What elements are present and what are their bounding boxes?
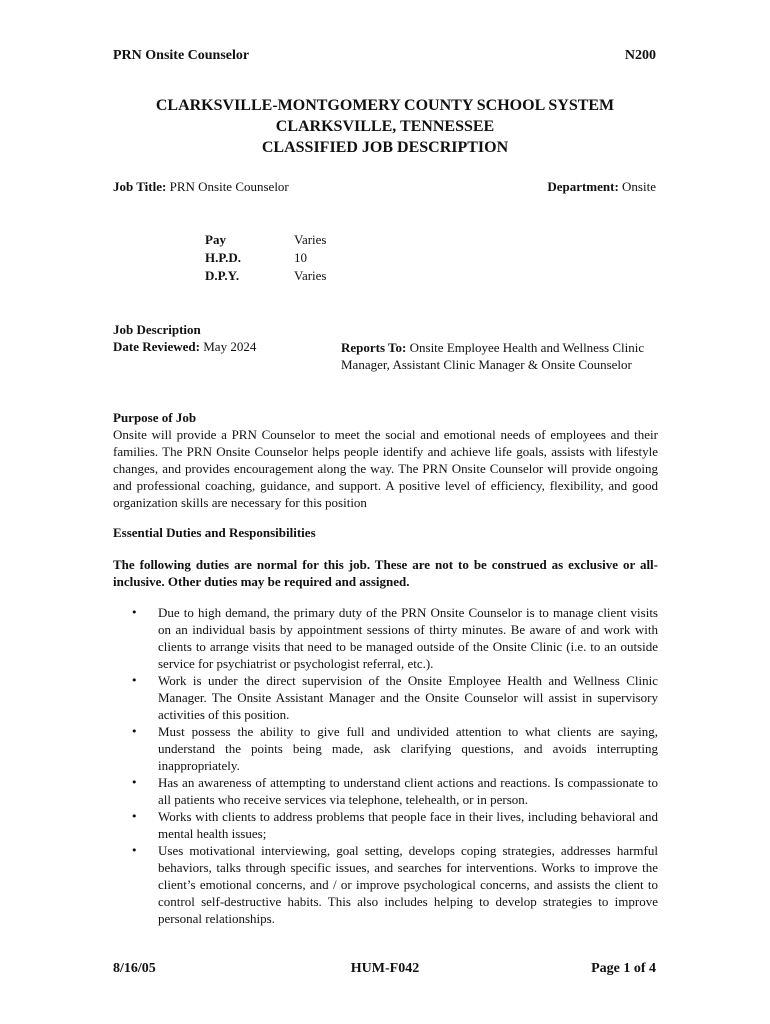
bullet-icon: • — [131, 606, 138, 619]
duty-text: Work is under the direct supervision of the Onsite Employee Health and Wellness Clinic Manager. The Onsite Assistant Manager and the Onsite Counselor will assist in supervisory activities of this position. — [158, 673, 658, 722]
duty-text: Must possess the ability to give full and undivided attention to what clients are saying, understand the points being made, ask clarifying questions, and avoids interrupting inappropriately. — [158, 724, 658, 773]
department-label: Department: — [547, 179, 619, 194]
duties-list — [113, 604, 658, 927]
list-item — [113, 604, 658, 672]
bullet-icon: • — [131, 725, 138, 738]
dpy-value: Varies — [294, 268, 327, 283]
bullet-icon: • — [131, 674, 138, 687]
essential-duties-heading: Essential Duties and Responsibilities — [113, 525, 316, 540]
pay-row — [205, 231, 327, 249]
footer-page-number: Page 1 of 4 — [591, 961, 656, 976]
department-line — [547, 178, 656, 195]
job-description-block — [113, 321, 256, 355]
reports-to — [341, 339, 661, 373]
duty-text: Due to high demand, the primary duty of the PRN Onsite Counselor is to manage client visits on an individual basis by appointment sessions of thirty minutes. Be aware of and work with clients to arrange visits that need to be managed outside of the Onsite Clinic (i.e. to an outside service for psychiatrist or psychologist referral, etc.). — [158, 605, 658, 671]
title-line-1: CLARKSVILLE-MONTGOMERY COUNTY SCHOOL SYSTEM — [155, 97, 615, 114]
date-reviewed-value: May 2024 — [203, 339, 257, 354]
hpd-row — [205, 249, 327, 267]
title-line-2: CLARKSVILLE, TENNESSEE — [275, 118, 495, 135]
header-left: PRN Onsite Counselor — [113, 48, 250, 63]
footer-date: 8/16/05 — [113, 961, 156, 976]
department-value: Onsite — [622, 179, 656, 194]
list-item — [113, 723, 658, 774]
list-item — [113, 808, 658, 842]
bullet-icon: • — [131, 810, 138, 823]
date-reviewed-line — [113, 338, 256, 355]
hpd-value: 10 — [294, 250, 307, 265]
list-item — [113, 672, 658, 723]
reports-to-value: Onsite Employee Health and Wellness Clinic Manager, Assistant Clinic Manager & Onsite Counselor — [341, 340, 645, 372]
job-title-value: PRN Onsite Counselor — [169, 179, 289, 194]
footer-form-code: HUM-F042 — [350, 961, 420, 976]
reports-to-label: Reports To: — [341, 340, 407, 355]
pay-label: Pay — [205, 232, 226, 247]
title-line-3: CLASSIFIED JOB DESCRIPTION — [261, 139, 509, 156]
list-item — [113, 774, 658, 808]
duties-note: The following duties are normal for this job. These are not to be construed as exclusive or all-inclusive. Other duties may be required and assigned. — [113, 557, 658, 589]
duty-text: Uses motivational interviewing, goal setting, develops coping strategies, addresses harmful behaviors, talks through specific issues, and searches for interventions. Works to improve the client’s emotional concerns, and / or improve psychological concerns, and assists the client to control self-destructive habits. This also includes helping to develop strategies to improve personal relationships. — [158, 843, 658, 926]
pay-table — [205, 231, 327, 285]
job-description-heading: Job Description — [113, 322, 201, 337]
duty-text: Works with clients to address problems that people face in their lives, including behavioral and mental health issues; — [158, 809, 658, 841]
job-title-label: Job Title: — [113, 179, 167, 194]
header-right: N200 — [624, 48, 656, 63]
dpy-row — [205, 267, 327, 285]
dpy-label: D.P.Y. — [205, 268, 240, 283]
bullet-icon: • — [131, 844, 138, 857]
purpose-heading: Purpose of Job — [113, 410, 197, 425]
hpd-label: H.P.D. — [205, 250, 241, 265]
purpose-text: Onsite will provide a PRN Counselor to meet the social and emotional needs of employees and their families. The PRN Onsite Counselor helps people identify and achieve life goals, assists with lifestyle changes, and provides encouragement along the way. The PRN Onsite Counselor will provide ongoing and professional coaching, guidance, and support. A positive level of efficiency, flexibility, and good organization skills are necessary for this position — [113, 427, 658, 510]
job-title-line — [113, 178, 289, 195]
duty-text: Has an awareness of attempting to understand client actions and reactions. Is compassionate to all patients who receive services via telephone, telehealth, or in person. — [158, 775, 658, 807]
bullet-icon: • — [131, 776, 138, 789]
list-item — [113, 842, 658, 927]
date-reviewed-label: Date Reviewed: — [113, 339, 200, 354]
pay-value: Varies — [294, 232, 327, 247]
